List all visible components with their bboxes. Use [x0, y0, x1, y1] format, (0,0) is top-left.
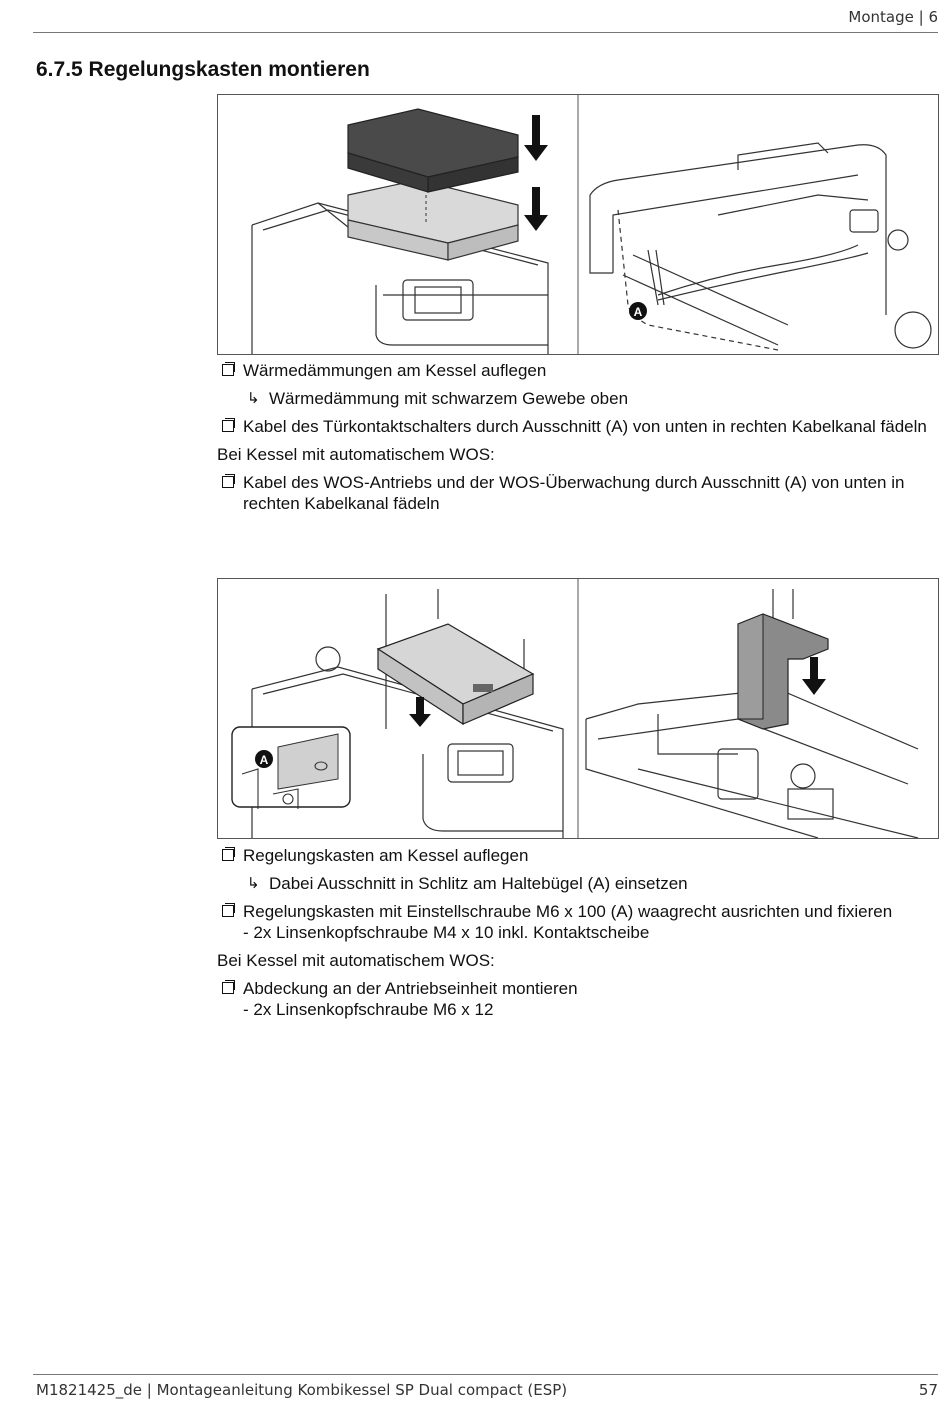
- illustration-control-box: [218, 579, 938, 838]
- figure-control-box: [217, 578, 939, 839]
- checkbox-icon: [222, 420, 234, 432]
- figure1-label-a: A: [633, 305, 643, 319]
- step-text: Kabel des Türkontaktschalters durch Ausschnitt (A) von unten in rechten Kabelkanal fädeln: [243, 417, 927, 436]
- result-text: Dabei Ausschnitt in Schlitz am Haltebügel (A) einsetzen: [269, 874, 688, 893]
- step-align-control-box: [217, 901, 942, 943]
- section-title: 6.7.5 Regelungskasten montieren: [36, 58, 370, 81]
- step-text: Regelungskasten mit Einstellschraube M6 x 100 (A) waagrecht ausrichten und fixieren: [243, 902, 893, 921]
- header-divider: [33, 32, 938, 33]
- result-arrow-icon: ↳: [247, 875, 260, 892]
- footer-document-title: M1821425_de | Montageanleitung Kombikessel SP Dual compact (ESP): [36, 1381, 568, 1399]
- checkbox-icon: [222, 476, 234, 488]
- wos-note: Bei Kessel mit automatischem WOS:: [217, 445, 495, 464]
- footer-divider: [33, 1374, 938, 1375]
- step-place-control-box: [217, 845, 942, 866]
- step-text: Abdeckung an der Antriebseinheit montieren: [243, 979, 578, 998]
- step-subtext: - 2x Linsenkopfschraube M6 x 12: [243, 1000, 494, 1019]
- result-cutout-slot: [217, 873, 942, 894]
- illustration-insulation: [218, 95, 938, 354]
- step-text: Regelungskasten am Kessel auflegen: [243, 846, 529, 865]
- step-door-switch-cable: [217, 416, 942, 437]
- instructions-block-1: [217, 360, 942, 521]
- checkbox-icon: [222, 364, 234, 376]
- running-header: Montage | 6: [848, 8, 938, 26]
- wos-note: Bei Kessel mit automatischem WOS:: [217, 951, 495, 970]
- step-text: Wärmedämmungen am Kessel auflegen: [243, 361, 547, 380]
- result-arrow-icon: ↳: [247, 390, 260, 407]
- step-subtext: - 2x Linsenkopfschraube M4 x 10 inkl. Kontaktscheibe: [243, 923, 650, 942]
- checkbox-icon: [222, 849, 234, 861]
- step-insulation: [217, 360, 942, 381]
- step-text: Kabel des WOS-Antriebs und der WOS-Überwachung durch Ausschnitt (A) von unten in rechten Kabelkanal fädeln: [243, 473, 905, 513]
- step-wos-cable: [217, 472, 942, 514]
- checkbox-icon: [222, 905, 234, 917]
- result-insulation: [217, 388, 942, 409]
- result-text: Wärmedämmung mit schwarzem Gewebe oben: [269, 389, 629, 408]
- figure2-label-a: A: [259, 753, 269, 767]
- step-mount-cover: [217, 978, 942, 1020]
- page-number: 57: [918, 1381, 938, 1399]
- checkbox-icon: [222, 982, 234, 994]
- figure-insulation: [217, 94, 939, 355]
- instructions-block-2: [217, 845, 942, 1027]
